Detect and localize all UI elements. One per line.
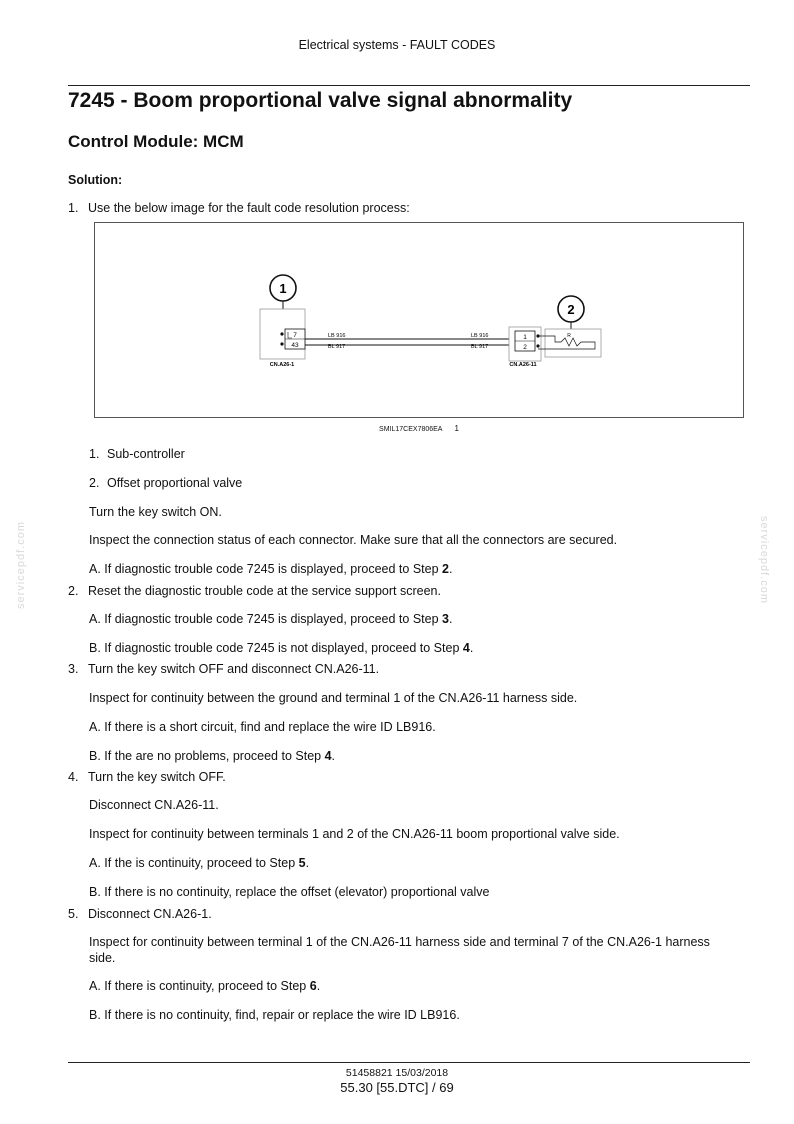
option-text: If the are no problems, proceed to Step [104, 749, 325, 763]
step-number: 1. [68, 201, 79, 215]
step-text: Reset the diagnostic trouble code at the service support screen. [88, 584, 441, 598]
right-connector-pin-top: 1 [523, 334, 527, 341]
step-1 [68, 201, 410, 215]
step-5 [68, 907, 212, 921]
option-label: A. [89, 979, 101, 993]
footer-page-reference: 55.30 [55.DTC] / 69 [340, 1080, 454, 1095]
wire-label-bottom-right: BL 917 [471, 344, 489, 350]
figure-code: SMIL17CEX7806EA [379, 426, 443, 433]
step-4-option-a [89, 856, 309, 870]
option-label: B. [89, 749, 101, 763]
left-connector-pin-bottom: 43 [291, 342, 299, 349]
right-pin-dot-bottom [536, 344, 539, 347]
option-label: A. [89, 856, 101, 870]
step-2-option-a [89, 612, 452, 626]
wiring-diagram [95, 223, 743, 417]
step-reference: 3 [442, 612, 449, 626]
callout-2-label: 2 [567, 302, 575, 317]
left-pin-dot-bottom [280, 342, 283, 345]
step-reference: 6 [309, 979, 317, 993]
step-5-instruction-line-2: side. [89, 951, 116, 965]
figure-number: 1 [454, 424, 459, 433]
option-text: If the is continuity, proceed to Step [104, 856, 299, 870]
legend-text: Offset proportional valve [107, 476, 243, 490]
step-4-option-b [89, 885, 489, 899]
option-text: If there is no continuity, find, repair or replace the wire ID LB916. [104, 1008, 460, 1022]
step-4 [68, 770, 226, 784]
option-text: If there is a short circuit, find and replace the wire ID LB916. [104, 720, 436, 734]
control-module-heading: Control Module: MCM [68, 132, 244, 151]
step-reference: 4 [462, 641, 470, 655]
option-label: B. [89, 1008, 101, 1022]
left-connector-label: CN.A26-1 [269, 362, 295, 368]
solenoid-mark: R [567, 333, 571, 339]
left-pin-dot-top [280, 332, 283, 335]
solution-label: Solution: [68, 173, 123, 187]
offset-valve-box [545, 329, 601, 357]
wire-label-top-right: LB 916 [471, 333, 489, 339]
step-3-option-b [89, 749, 335, 763]
legend-item-2 [89, 476, 243, 490]
option-label: B. [89, 885, 101, 899]
option-label: B. [89, 641, 101, 655]
option-end: . [448, 562, 453, 576]
option-end: . [305, 856, 310, 870]
step-5-option-b [89, 1008, 460, 1022]
step-4-instruction-2: Inspect for continuity between terminals 1 and 2 of the CN.A26-11 boom proportional valve side. [89, 827, 620, 841]
step-2 [68, 584, 441, 598]
wire-label-top-left: LB 916 [328, 333, 346, 339]
option-text: If diagnostic trouble code 7245 is not displayed, proceed to Step [104, 641, 463, 655]
step-1-option-a [89, 562, 452, 576]
wiring-diagram-frame [94, 222, 744, 418]
legend-number: 1. [89, 447, 100, 461]
step-text: Disconnect CN.A26-1. [88, 907, 212, 921]
step-3-option-a [89, 720, 436, 734]
step-reference: 2 [442, 562, 449, 576]
step-number: 3. [68, 662, 79, 676]
step-4-instruction-1: Disconnect CN.A26-11. [89, 798, 219, 812]
step-5-instruction-line-1: Inspect for continuity between terminal 1 of the CN.A26-11 harness side and terminal 7 of the CN.A26-1 harness [89, 935, 710, 949]
right-connector-pin-bottom: 2 [523, 344, 527, 351]
option-text: If there is continuity, proceed to Step [104, 979, 310, 993]
step-text: Turn the key switch OFF and disconnect CN.A26-11. [88, 662, 380, 676]
step-text: Use the below image for the fault code resolution process: [88, 201, 410, 215]
step-reference: 4 [324, 749, 332, 763]
callout-1-label: 1 [279, 281, 287, 296]
legend-item-1 [89, 447, 185, 461]
page-title: 7245 - Boom proportional valve signal abnormality [68, 89, 573, 112]
legend-text: Sub-controller [107, 447, 185, 461]
header-divider [68, 85, 750, 86]
footer-document-reference: 51458821 15/03/2018 [345, 1067, 449, 1079]
footer-divider [68, 1062, 750, 1063]
step-number: 5. [68, 907, 79, 921]
right-connector-label: CN.A26-11 [509, 362, 537, 368]
step-number: 2. [68, 584, 79, 598]
legend-number: 2. [89, 476, 100, 490]
left-connector-pin-top: 7 [293, 332, 297, 339]
step-1-instruction-2: Inspect the connection status of each connector. Make sure that all the connectors are secured. [89, 533, 618, 547]
option-text: If diagnostic trouble code 7245 is displayed, proceed to Step [104, 612, 443, 626]
step-3 [68, 662, 380, 676]
figure-caption [94, 424, 744, 433]
option-end: . [316, 979, 321, 993]
wire-label-bottom-left: BL 917 [328, 344, 346, 350]
step-number: 4. [68, 770, 79, 784]
option-text: If diagnostic trouble code 7245 is displayed, proceed to Step [104, 562, 443, 576]
option-label: A. [89, 612, 101, 626]
option-label: A. [89, 562, 101, 576]
step-reference: 5 [298, 856, 306, 870]
watermark-right: servicepdf.com [758, 516, 770, 604]
option-text: If there is no continuity, replace the offset (elevator) proportional valve [104, 885, 490, 899]
option-end: . [331, 749, 336, 763]
step-3-instruction: Inspect for continuity between the ground and terminal 1 of the CN.A26-11 harness side. [89, 691, 578, 705]
running-header: Electrical systems - FAULT CODES [298, 38, 496, 52]
step-5-option-a [89, 979, 320, 993]
step-1-instruction-1: Turn the key switch ON. [89, 505, 222, 519]
watermark-left: servicepdf.com [15, 521, 27, 609]
step-text: Turn the key switch OFF. [88, 770, 226, 784]
option-end: . [469, 641, 474, 655]
option-end: . [448, 612, 453, 626]
step-2-option-b [89, 641, 473, 655]
option-label: A. [89, 720, 101, 734]
